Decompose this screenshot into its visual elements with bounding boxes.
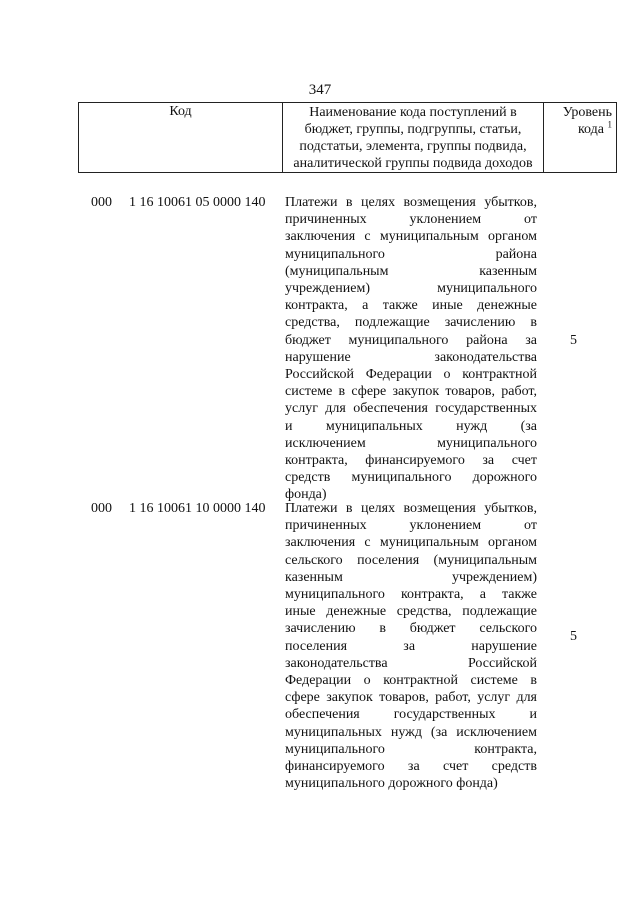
description-line: исключением муниципального: [285, 435, 537, 451]
description-line: контракта, а также иные денежные: [285, 298, 537, 314]
description-line: муниципального дорожного фонда): [285, 776, 498, 792]
description-line: заключения с муниципальным органом: [285, 535, 537, 551]
description-line: зачислению в бюджет сельского: [285, 621, 537, 637]
code-level: 5: [570, 629, 577, 644]
code-level: 5: [570, 333, 577, 348]
description-line: услуг для обеспечения государственных: [285, 401, 537, 417]
description-line: сфере закупок товаров, работ, услуг для: [285, 690, 537, 706]
page-number: 347: [308, 82, 332, 98]
description-line: поселения за нарушение: [285, 638, 537, 654]
description-line: заключения с муниципальным органом: [285, 229, 537, 245]
description-line: учреждением) муниципального: [285, 281, 537, 297]
description-line: Федерации о контрактной системе в: [285, 673, 537, 689]
header-level-label: кода: [577, 122, 604, 137]
income-code: 1 16 10061 10 0000 140: [129, 501, 266, 516]
income-code: 1 16 10061 05 0000 140: [129, 195, 266, 210]
description-line: Платежи в целях возмещения убытков,: [285, 501, 537, 516]
header-name-line: Наименование кода поступлений в: [309, 105, 517, 120]
description-line: (муниципальным казенным: [285, 263, 537, 279]
income-description: [285, 500, 537, 792]
income-description: [285, 194, 537, 504]
description-line: средств муниципального дорожного: [285, 470, 537, 486]
description-line: системе в сфере закупок товаров, работ,: [285, 384, 537, 400]
description-line: причиненных уклонением от: [285, 518, 537, 534]
description-line: муниципального контракта, а также: [285, 587, 537, 603]
footnote-marker: 1: [607, 119, 612, 130]
admin-code: 000: [91, 195, 112, 210]
description-line: законодательства Российской: [285, 655, 537, 671]
description-line: и муниципальных нужд (за: [285, 418, 537, 434]
header-name-line: подстатьи, элемента, группы подвида,: [299, 139, 527, 154]
header-code-cell: [79, 103, 283, 173]
description-line: муниципального контракта,: [285, 741, 537, 757]
description-line: фонда): [285, 487, 327, 503]
description-line: причиненных уклонением от: [285, 212, 537, 228]
header-name-line: бюджет, группы, подгруппы, статьи,: [304, 122, 522, 137]
description-line: обеспечения государственных и: [285, 707, 537, 723]
description-line: нарушение законодательства: [285, 349, 537, 365]
table-header: [78, 102, 617, 173]
description-line: Платежи в целях возмещения убытков,: [285, 195, 537, 210]
header-level-line2: [544, 121, 612, 138]
description-line: казенным учреждением): [285, 569, 537, 585]
header-code-label: Код: [169, 104, 192, 119]
header-name-cell: [283, 103, 544, 173]
header-name-line: аналитической группы подвида доходов: [293, 156, 533, 171]
description-line: бюджет муниципального района за: [285, 332, 537, 348]
admin-code: 000: [91, 501, 112, 516]
header-level-line1: Уровень: [562, 105, 612, 120]
description-line: средства, подлежащие зачислению в: [285, 315, 537, 331]
header-level-cell: [544, 103, 617, 173]
description-line: иные денежные средства, подлежащие: [285, 604, 537, 620]
description-line: контракта, финансируемого за счет: [285, 453, 537, 469]
description-line: муниципальных нужд (за исключением: [285, 724, 537, 740]
description-line: Российской Федерации о контрактной: [285, 367, 537, 383]
description-line: финансируемого за счет средств: [285, 759, 537, 775]
description-line: сельского поселения (муниципальным: [285, 552, 537, 568]
description-line: муниципального района: [285, 246, 537, 262]
